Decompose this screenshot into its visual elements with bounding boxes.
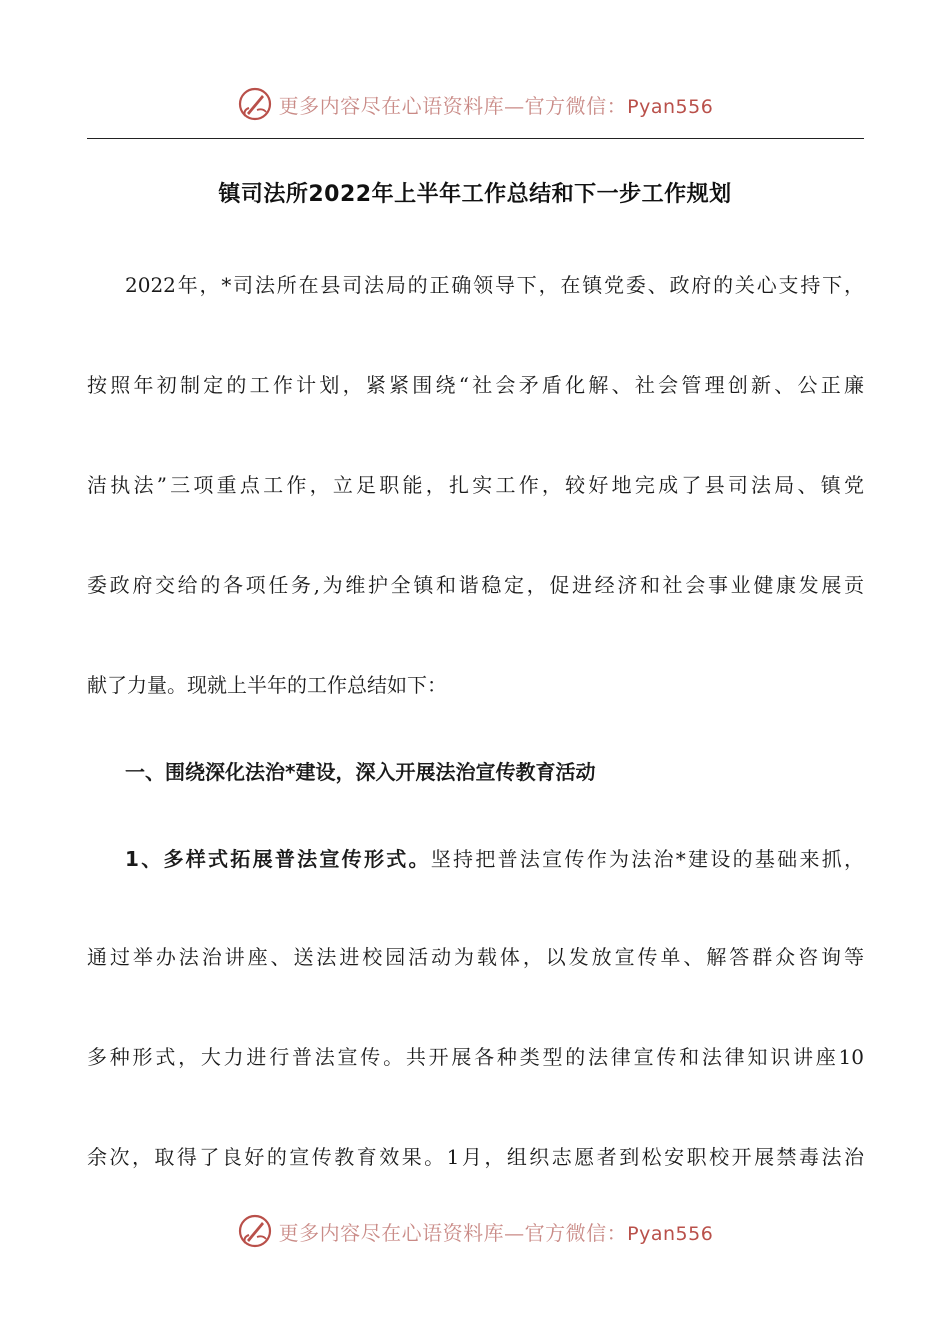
document-title: 镇司法所2022年上半年工作总结和下一步工作规划 bbox=[218, 182, 732, 207]
header-banner bbox=[0, 80, 950, 128]
paragraph-line: 献了力量。现就上半年的工作总结如下： bbox=[87, 673, 447, 697]
quill-logo-icon bbox=[237, 1213, 273, 1249]
wechat-id: Pyan556 bbox=[627, 1222, 714, 1245]
section-heading: 一、围绕深化法治*建设，深入开展法治宣传教育活动 bbox=[125, 760, 596, 784]
paragraph-line: 多种形式，大力进行普法宣传。共开展各种类型的法律宣传和法律知识讲座10 bbox=[87, 1045, 864, 1069]
item-first-line: 1、多样式拓展普法宣传形式。坚持把普法宣传作为法治*建设的基础来抓， bbox=[125, 847, 865, 871]
paragraph-line: 按照年初制定的工作计划，紧紧围绕“社会矛盾化解、社会管理创新、公正廉 bbox=[87, 373, 864, 397]
paragraph-line: 洁执法”三项重点工作，立足职能，扎实工作，较好地完成了县司法局、镇党 bbox=[87, 473, 864, 497]
quill-logo-icon bbox=[237, 86, 273, 122]
banner-text: 更多内容尽在心语资料库—官方微信：Pyan556 bbox=[278, 1220, 714, 1245]
banner-text: 更多内容尽在心语资料库—官方微信：Pyan556 bbox=[278, 93, 714, 118]
paragraph-line: 余次，取得了良好的宣传教育效果。1月，组织志愿者到松安职校开展禁毒法治 bbox=[87, 1145, 864, 1169]
item-lead: 1、多样式拓展普法宣传形式。 bbox=[125, 847, 431, 871]
paragraph-line: 通过举办法治讲座、送法进校园活动为载体，以发放宣传单、解答群众咨询等 bbox=[87, 945, 864, 969]
footer-banner bbox=[0, 1207, 950, 1255]
paragraph-line: 委政府交给的各项任务,为维护全镇和谐稳定，促进经济和社会事业健康发展贡 bbox=[87, 573, 864, 597]
header-divider bbox=[87, 138, 864, 139]
paragraph-line: 2022年，*司法所在县司法局的正确领导下，在镇党委、政府的关心支持下， bbox=[125, 273, 864, 297]
wechat-id: Pyan556 bbox=[627, 95, 714, 118]
